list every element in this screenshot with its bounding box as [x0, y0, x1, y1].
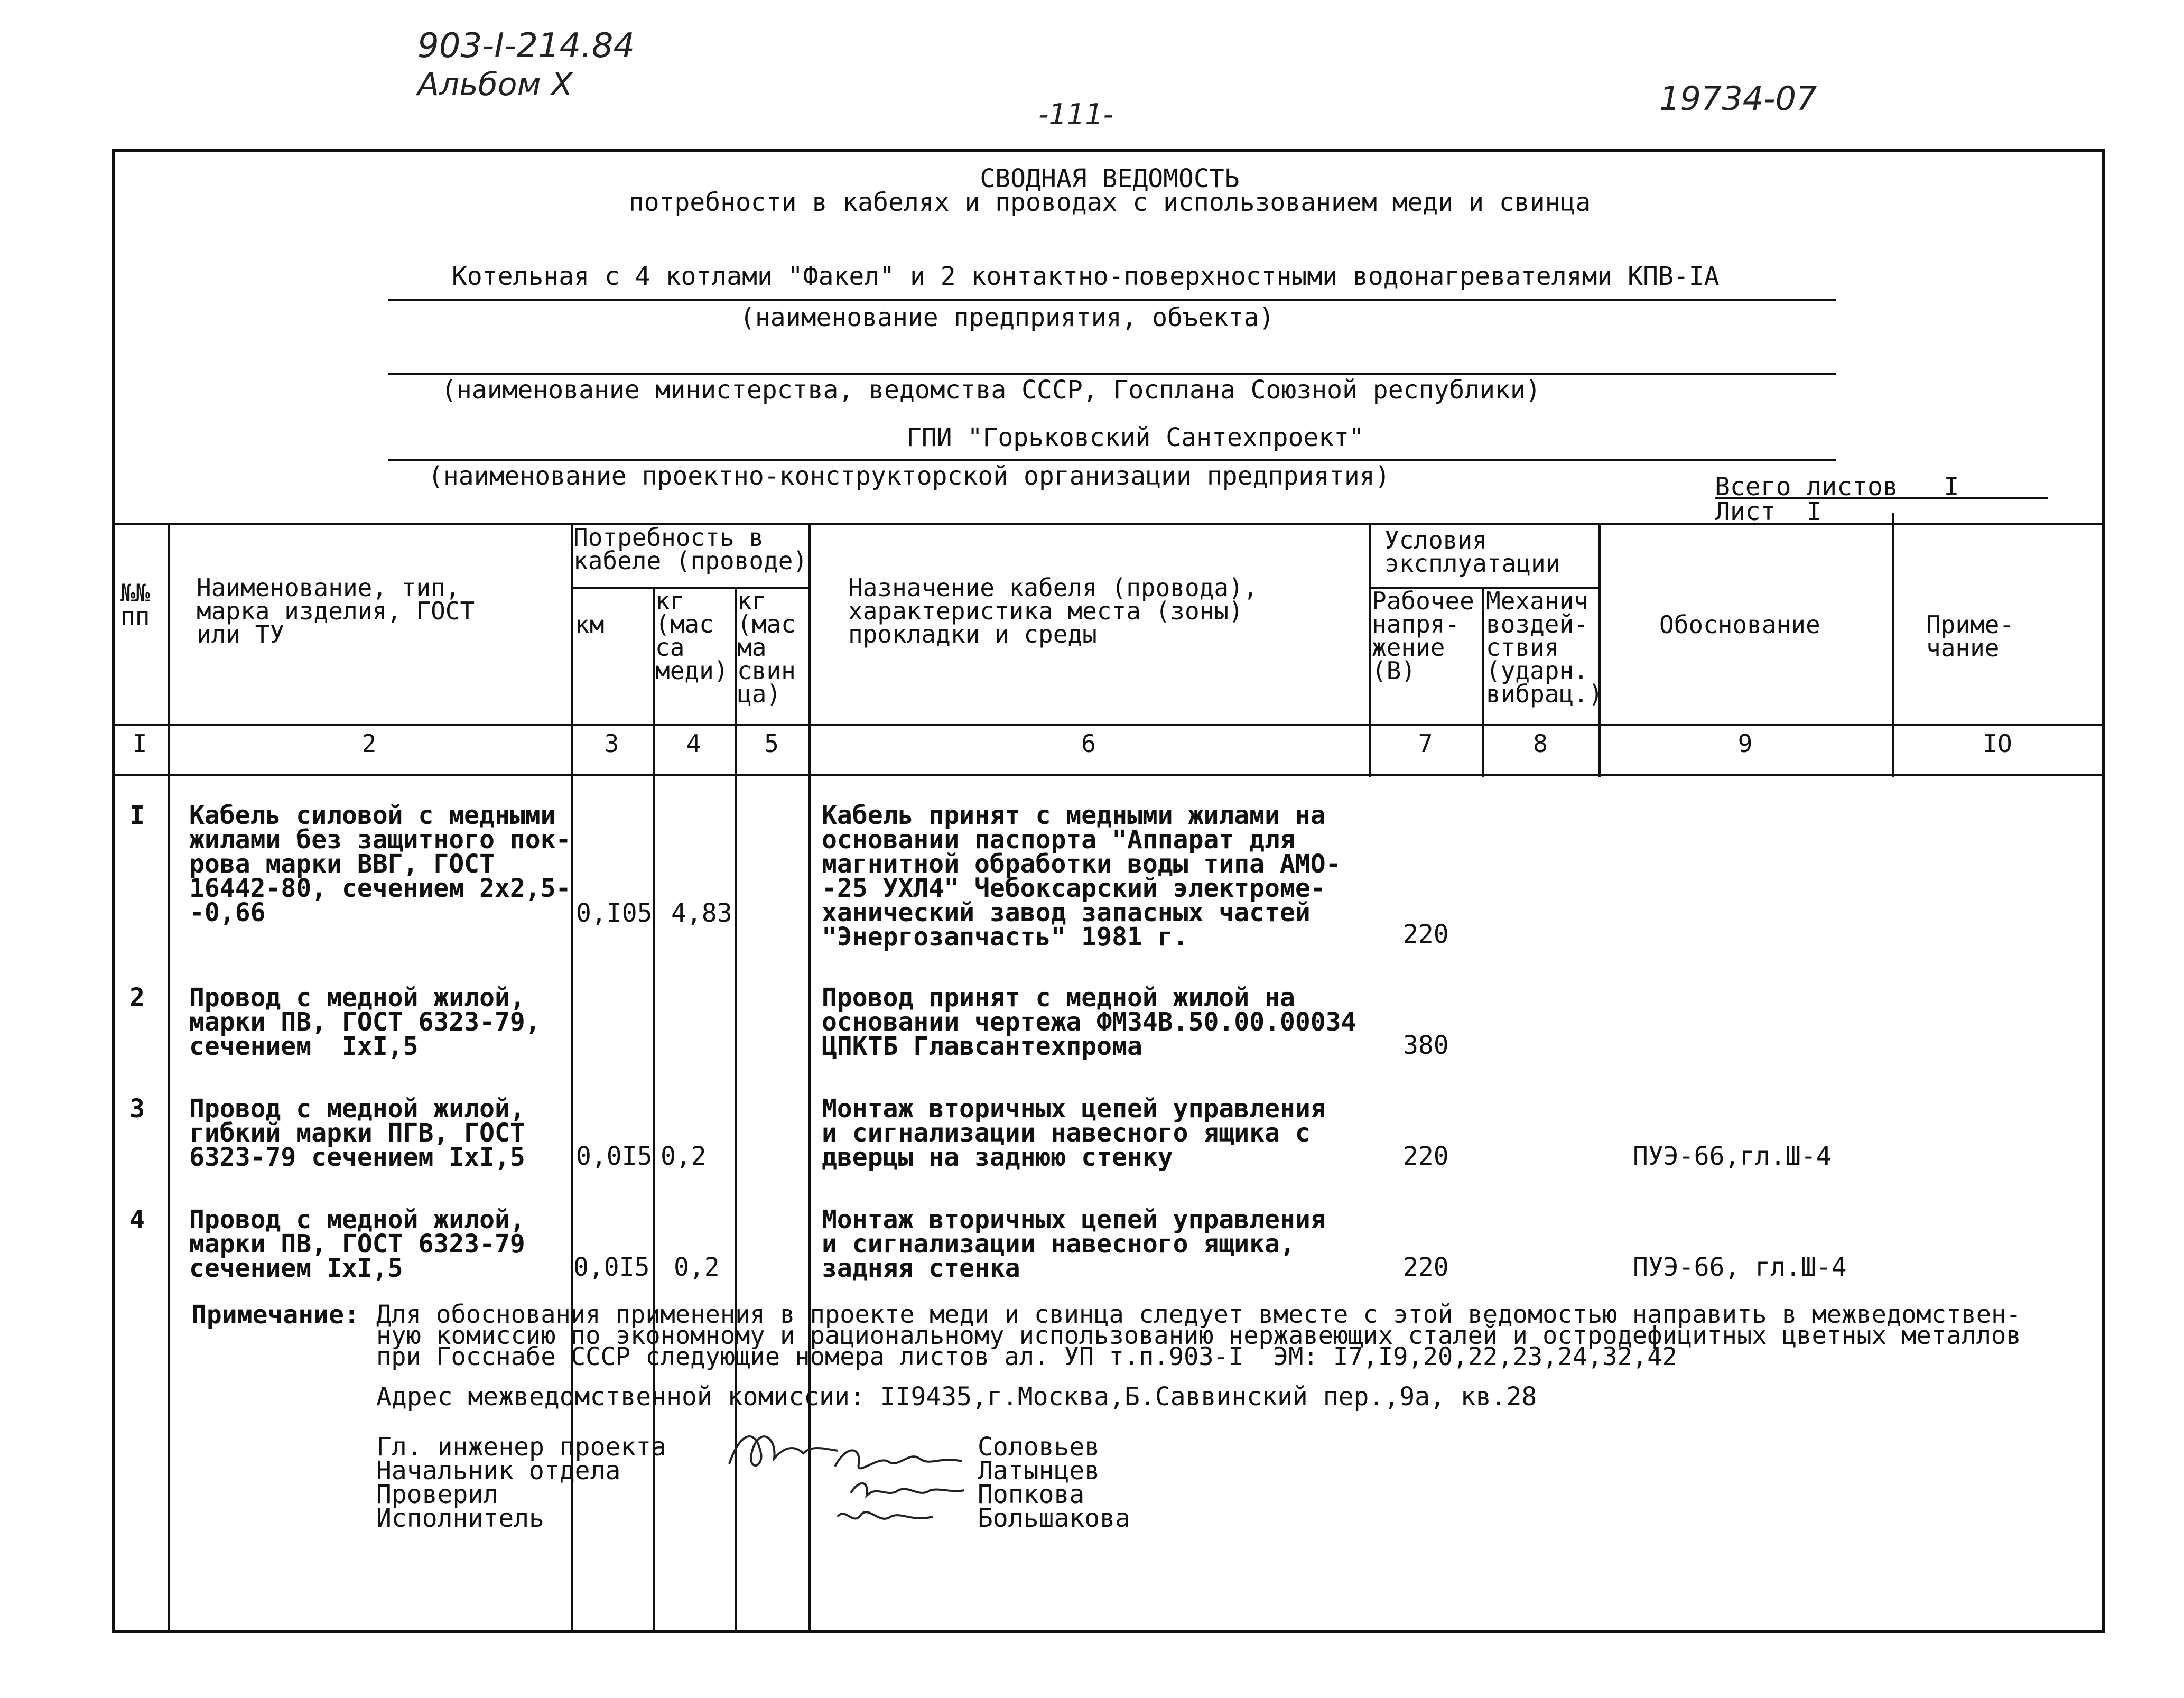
ministry-caption: (наименование министерства, ведомства СССР, Госплана Союзной республики): [441, 375, 1541, 405]
row-voltage: 220: [1403, 1142, 1449, 1171]
col-number: 6: [1081, 729, 1096, 758]
commission-address: Адрес межведомственной комиссии: II9435,г.Москва,Б.Саввинский пер.,9а, кв.28: [376, 1382, 1537, 1412]
header-conditions: Условия эксплуатации: [1384, 526, 1560, 578]
ministry-underline: [388, 373, 1836, 375]
col-number: 8: [1533, 729, 1548, 758]
table-top-line: [112, 523, 2105, 525]
row-name: Провод с медной жилой, марки ПВ, ГОСТ 6323-79, сечением IхI,5: [189, 983, 541, 1061]
organization-caption: (наименование проектно-конструкторской организации предприятия): [428, 461, 1390, 491]
object-name: Котельная с 4 котлами "Факел" и 2 контактно-поверхностными водонагревателями КПВ-IA: [452, 262, 1720, 291]
header-basis: Обоснование: [1659, 610, 1820, 639]
row-purpose: Монтаж вторичных цепей управления и сигнализации навесного ящика с дверцы на заднюю стенку: [822, 1094, 1326, 1172]
header-km: км: [575, 610, 605, 639]
signature-name: Попкова: [978, 1480, 1085, 1509]
colnum-bottom-line: [112, 774, 2105, 776]
header-name: Наименование, тип, марка изделия, ГОСТ или ТУ: [197, 573, 475, 648]
row-num: 3: [129, 1094, 145, 1124]
page-mark: -111-: [1038, 98, 1114, 131]
row-name: Кабель силовой с медными жилами без защитного пок- рова марки ВВГ, ГОСТ 16442-80, сечением 2х2,5- -0,66: [189, 801, 571, 927]
sheets-total: Всего листов I: [1715, 472, 1959, 502]
inventory-number: 19734-07: [1659, 79, 1817, 118]
row-voltage: 380: [1403, 1031, 1449, 1060]
row-purpose: Кабель принят с медными жилами на основании паспорта "Аппарат для магнитной обработки воды типа АМО- -25 УХЛ4" Чебоксарский электроме- ханический завод запасных частей "Энергозапчасть" 1981 г.: [822, 801, 1341, 952]
row-kg: 0,2: [661, 1142, 707, 1171]
header-note: Приме- чание: [1926, 610, 2014, 662]
col-number: 2: [361, 729, 377, 758]
handwritten-signature-executor: [832, 1501, 938, 1533]
header-kg-lead: кг (мас ма свин ца): [737, 587, 796, 708]
row-name: Провод с медной жилой, марки ПВ, ГОСТ 6323-79 сечением IхI,5: [189, 1205, 525, 1283]
doc-subtitle: потребности в кабелях и проводах с использованием меди и свинца: [628, 188, 1591, 217]
row-purpose: Провод принят с медной жилой на основании чертежа ФМ34В.50.00.00034 ЦПКТБ Главсантехпрома: [822, 983, 1356, 1061]
doc-number: 903-I-214.84: [417, 26, 635, 66]
row-km: 0,0I5: [576, 1142, 653, 1171]
header-need: Потребность в кабеле (проводе): [573, 523, 808, 575]
row-name: Провод с медной жилой, гибкий марки ПГВ, ГОСТ 6323-79 сечением IхI,5: [189, 1094, 525, 1172]
row-num: 4: [129, 1205, 145, 1235]
signature-role: Проверил: [376, 1480, 499, 1509]
note-line-1: Для обоснования применения в проекте меди и свинца следует вместе с этой ведомостью направить в межведомствен-: [376, 1300, 2021, 1329]
col-number: IO: [1983, 729, 2012, 758]
row-basis: ПУЭ-66, гл.Ш-4: [1633, 1252, 1847, 1282]
doc-title: СВОДНАЯ ВЕДОМОСТЬ: [980, 164, 1240, 193]
row-kg: 4,83: [671, 898, 732, 928]
signature-role: Начальник отдела: [376, 1456, 621, 1486]
header-num: №№ пп: [120, 579, 150, 630]
handwritten-signature-chief: [724, 1422, 845, 1480]
note-line-2: ную комиссию по экономному и рациональному использованию нержавеющих сталей и остродефицитных цветных металлов: [376, 1321, 2021, 1350]
signature-role: Исполнитель: [376, 1504, 544, 1533]
object-caption: (наименование предприятия, объекта): [740, 303, 1275, 332]
header-mech: Механич воздей- ствия (ударн. вибрац.): [1486, 587, 1603, 708]
header-bottom-line: [112, 724, 2105, 726]
signature-name: Латынцев: [978, 1456, 1100, 1486]
album-label: Альбом X: [417, 66, 573, 103]
header-kg-copper: кг (мас са меди): [655, 587, 729, 685]
row-purpose: Монтаж вторичных цепей управления и сигнализации навесного ящика, задняя стенка: [822, 1205, 1326, 1283]
signature-name: Большакова: [978, 1504, 1130, 1533]
col-number: 4: [686, 729, 701, 758]
col-number: I: [132, 729, 147, 758]
header-voltage: Рабочее напря- жение (В): [1372, 587, 1474, 685]
header-purpose: Назначение кабеля (провода), характеристика места (зоны) прокладки и среды: [848, 573, 1258, 648]
need-sub-line: [571, 587, 811, 589]
row-km: 0,0I5: [573, 1252, 650, 1282]
col-number: 7: [1418, 729, 1433, 758]
sheet-number: Лист I: [1715, 497, 1822, 526]
col-line-1: [168, 523, 170, 1633]
col-number: 3: [604, 729, 619, 758]
organization-name: ГПИ "Горьковский Сантехпроект": [906, 423, 1364, 452]
signature-role: Гл. инженер проекта: [376, 1432, 667, 1462]
note-line-3: при Госснабе СССР следующие номера листов ал. УП т.п.903-I ЭМ: I7,I9,20,22,23,24,32,42: [376, 1342, 1677, 1371]
row-voltage: 220: [1403, 1252, 1449, 1282]
object-underline: [388, 299, 1836, 301]
row-basis: ПУЭ-66,гл.Ш-4: [1633, 1142, 1832, 1171]
row-voltage: 220: [1403, 920, 1449, 949]
row-kg: 0,2: [674, 1252, 720, 1282]
col-number: 9: [1737, 729, 1753, 758]
row-km: 0,I05: [576, 898, 653, 928]
note-label: Примечание:: [191, 1300, 359, 1330]
row-num: 2: [129, 983, 145, 1013]
col-number: 5: [764, 729, 779, 758]
row-num: I: [129, 801, 145, 830]
organization-underline: [388, 459, 1836, 461]
signature-name: Соловьев: [978, 1432, 1100, 1462]
